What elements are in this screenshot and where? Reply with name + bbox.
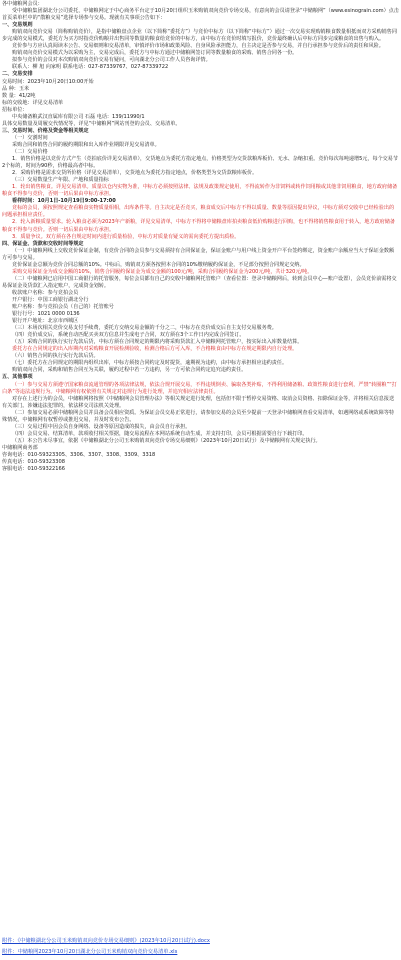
deposit-item-3: （二）中储粮网已启用中国工商银行的托管服务，每位会员都有自己的交收中储粮网托管账户（查看位置：登录中储粮网后，转到会员中心—账户设置），会员竞价前需将交易保证金及货款汇入指定账户，完成资金划转。 [2,275,397,289]
violation-paragraph: 对存在上述行为的会员，中储粮网将按照《中储粮网会员管理办法》等相关规定进行处理，包括但不限于暂停交易资格、取消会员资格、扣除保证金等，并将相关信息报送有关部门。涉嫌违法犯罪的，依法移交司法机关处理。 [2,395,395,409]
settlement-paragraph: （四）会员交易、结算清单，款项收付相关票据，随交易流程在本网站系统自动生成，并支持打印，会员可根据需要自行下载打印。 [12,430,308,437]
tenderer-label: 招标单位： [2,106,28,113]
pickup-paragraph: （七）委托方在合同规定的期限内组织出库，中标方须按合同约定及时提货，逾期视为违约，由中标方承担相应违约责任。 [12,360,288,367]
deposit-amounts: 采购交易保证金为成交金额的10%，销售合同履约保证金为成交金额的100元/吨，采购合同履约保证金为200元/吨，共计320元/吨。 [12,268,313,275]
contract-paragraph: （四）竞价成交后，系统自动匹配买卖双方信息并生成电子合同，双方须在3个工作日内完成合同签订。 [12,332,245,339]
announcement-document [2,1,399,473]
delivery-time-body: 采购合同和销售合同的履约期限和出入库作业期限详见交易清单。 [12,141,160,148]
bank-number: 银行行号：1021 0000 0136 [12,311,80,318]
quality-heading: （三）交易数量生产年限、产地和质量指标 [12,177,109,184]
quality-item-1: 1．轮出销售粮食。详见交易清单。质量以仓内实物为准，中标方必须按照法律、法规及政策规定使用，不得流转作为非饲料或转作饲用粮或其他非饲用粮食，地方政府储备粮食不得参与竞价，否则一切后果由中标方承担。 [2,184,398,198]
greeting: 各中储粮网会员： [2,1,43,7]
sample-time: 看样时间：10月1日-10月19日9:00-17:00 [12,198,116,205]
rules-paragraph-4: 拟参与竞价的会员对本次购销双向竞价交易有疑问，可向湖北分公司工作人员咨询详情。 [12,57,211,64]
section-title-rules: 一、交易规则 [2,22,33,29]
account-name: 账户名称：参与竞拍会员（自己的）托管账号 [12,304,114,311]
deposit-item-2: 竞价保证金总额为竞价合同总额的10%。中标后，购销双方须各按照本合同的10%缴纳履约保证金，不足部分按照合同规定交纳。 [12,261,305,268]
final-paragraph: （五）本公告未尽事宜，依据《中储粮湖北分公司玉米购销双向竞价专场交易细则》（2023年10月20日试行）及中储粮网有关规定执行。 [12,437,321,444]
linked-contract-paragraph: 购销双向合同，采购和销售合同互为关联，履约过程中若一方违约，另一方可依合同约定追究违约责任。 [12,367,247,374]
target-location: 标的交收地：详见交易清单 [2,99,64,106]
price-item-2: 2．采购价格是需求交货所价格（详见交易清单），交货地点为委托方指定地点，价格类型为交货款粮库板价。 [12,170,258,177]
section-title-deposit: 四、保证金、货款和交收时间等规定 [2,240,84,247]
quality-item-3: 3．质量争议。双方须在各自规定时间内进行质量检验，中标方对质量有疑义的需向委托方提出质检。 [12,233,240,240]
price-item-1: 1．销售价格是以竞价方式产生（竞拍底价详见交易清单），交货地点为委托方指定地点，价格类型为交货款粮库板价、无水、杂缩扣重。竞价每次每吨递增5元，每个交易节2个标的，时间为90秒，价格最高者中标。 [2,156,398,170]
tenderer-org: 中央储备粮武汉直属库有限公司 石磊 电话：139/11990/1 [12,113,145,120]
sales-execution: （六）销售合同的执行实行先款后货。 [12,353,99,360]
purchase-execution: （五）采购合同的执行实行先款后货，中标方须在合同规定的期限内将采购货款汇入中储粮网托管账户，按实际出入库数量结算。 [12,339,303,346]
compliance-notice: （一）参与交易方须遵守国家粮食流通管理的各项法律法规，依法合规开展交易，不得违规倒卖、骗取各类补贴，不得利用储备粮、政策性粮食进行套利，严禁“转圈粮”“打白条”等违法违规行为。中储粮网有权依照有关规定对违规行为进行处理，并追究相应法律责任。 [2,381,397,395]
account-label: 收款账户名称：参与竞拍会员 [12,289,79,296]
price-heading: （二）交易价格 [12,148,48,155]
attachment-list-link[interactable]: 附件：中储粮网2023年10月20日湖北分公司玉米购销双向竞价交易清单.xls [2,949,178,955]
consult-phone: 咨询电话：010-59323305、3306、3307、3308、3309、3318 [2,452,156,458]
detail-line: 具体交易数量及周履交代情况等，详见“中储粮网”网站刊登的会员、交易清单。 [2,120,181,127]
attachment-rules-link[interactable]: 附件：《中储粮湖北分公司玉米购销双向竞价专场交易细则》(2023年10月20日试行).docx [2,938,210,944]
trade-time: 交易时间：2023年10月20日10:00开始 [2,78,94,85]
contact-line: 联系人：柳 旭 向家明 联系电话：027-87339767、027-87339722 [12,64,169,71]
quality-item-2: 2．轮入新粮质量要求。轮入粮食必须为2023年产新粮，详见交易清单，中标方不得将中储粮盘库拍卖粮食低价购粮进行回购，也不得将销售粮食用于转入，地方政府储备粮食不得参与竞价。否则一切后果由中标方承担。 [2,219,395,233]
inspection-notice: 委托方在合同规定的出入库期内对采购粮食开展检测验收，检测合格后方可入库，不合格粮食由中标方在规定期限内自行处理。 [12,346,298,353]
section-title-arrangement: 二、交易安排 [2,71,33,78]
sign-organization: 中储粮网商务部 [2,444,38,451]
rules-paragraph-1: 购销双向竞价交易（简称购销竞价），是指中储粮盘点企业（以下简称“委托方”）与竞价中标方（以下简称“中标方”）通过一次交易实现购销粮食数量相抵而双方采购销售同步完成的交易模式，委托方为买方时指竞价购粮并出售同等数量的粮食给竞价的中标方，由中标方在竞价时填写报价，竞价最终确认后中标方同步完成粮食的出售与购入。 [2,29,397,43]
sample-notice: 竞标的会员，须按照规定查看粮食实物质量相相，出库条件等。自主决定是否竞买，粮食成交后中标方不得以质量、数量等原因提出异议，中标方须对交收中已经检验出的问题承担相应责任。 [2,205,395,219]
fee-paragraph: （三）本场次相关竞价交易支付手续费，委托方交纳交易金额的千分之二，中标方在竞价成交后自主支付交易服务费。 [12,325,277,332]
variety: 品 种：玉米 [2,85,30,92]
loss-paragraph: （三）交易过程中因会员自身网络、设备等原因造成的损失，由会员自行承担。 [12,423,191,430]
fax-phone: 传真电话：010-59323308 [2,459,65,466]
rules-paragraph-3: 购销双向竞价交易模式为以采购为主，交易完成后，委托方与中标方通过中储粮网签订同等数量粮食的采购、销售合同各一份。 [12,50,298,57]
member-paragraph: （二）参加交易必须中储粮网会员并具备会员相应资质。为保证会员交易正常进行，请参加交易的会员至少提前一天登录中储粮网查看交易清单，如遇网络或系统故障等特殊情况，中储粮网有权暂停或推迟交易，并及时发布公告。 [2,409,395,423]
delivery-time-heading: （一）交割时间 [12,134,48,141]
intro-paragraph: 受中储粮集团湖北分公司委托，中储粮网定于中心商务平台定于10月20日组织玉米购销双向竞价专场交易，有意向的会员请登录“中储粮网”（www.esinograin.com）点击首页菜单栏中的“散粮交易”选择专场参与交易。现就有关事项公告如下： [2,8,399,22]
bank-address: 银行开户地址：北京市西城区 [12,318,79,325]
section-title-other: 五、其他事项 [2,374,33,381]
quantity: 数 量：41/2吨 [2,92,36,99]
service-phone: 客服电话：010-59322166 [2,466,65,473]
open-bank: 开户银行：中国工商银行湖北分行 [12,296,89,303]
rules-paragraph-2: 竞价参与方应认真阅读本公告、交易细则和交易清单，审慎评价市场和政策风险、自身风险承担能力，自主决定是否参与交易，并自行承担参与竞价后的责任和风险。 [12,43,384,50]
deposit-item-1: （一）中储粮网线上交收竞价保证金制，有竞价合同的会员参与交易须持有合同保证金，保证金账户与用户线上资金开户平台签约绑定，资金账户余额应当大于保证金数额方可参与交易。 [2,247,395,261]
section-title-price: 三、交易时间、价格及资金等相关规定 [2,127,89,134]
